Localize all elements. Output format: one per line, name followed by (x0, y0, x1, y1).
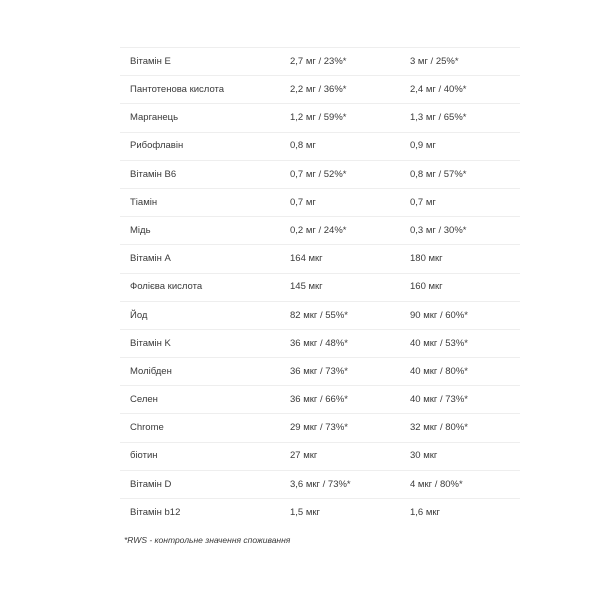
nutrient-name: Вітамін A (130, 253, 171, 265)
amount-serving-2: 4 мкг / 80%* (410, 478, 463, 490)
amount-serving-2: 32 мкг / 80%* (410, 422, 468, 434)
nutrient-name: Йод (130, 309, 148, 321)
table-row (120, 470, 520, 498)
amount-serving-2: 0,8 мг / 57%* (410, 168, 467, 180)
table-row (120, 104, 520, 132)
table-row (120, 386, 520, 414)
amount-serving-1: 0,8 мг (290, 140, 316, 152)
amount-serving-2: 40 мкг / 80%* (410, 365, 468, 377)
amount-serving-1: 3,6 мкг / 73%* (290, 478, 351, 490)
nutrient-name: Селен (130, 394, 158, 406)
nutrient-name: Вітамін E (130, 55, 171, 67)
nutrient-name: Марганець (130, 112, 179, 124)
amount-serving-1: 0,7 мг (290, 196, 316, 208)
amount-serving-2: 30 мкг (410, 450, 438, 462)
amount-serving-2: 2,4 мг / 40%* (410, 84, 467, 96)
nutrient-name: Фолієва кислота (130, 281, 203, 293)
amount-serving-1: 36 мкг / 66%* (290, 394, 348, 406)
table-row (120, 217, 520, 245)
nutrient-name: Мідь (130, 224, 151, 236)
table-row (120, 245, 520, 273)
nutrient-name: Рибофлавін (130, 140, 184, 152)
amount-serving-2: 180 мкг (410, 253, 443, 265)
amount-serving-1: 164 мкг (290, 253, 323, 265)
nutrition-table (120, 47, 520, 527)
amount-serving-1: 145 мкг (290, 281, 323, 293)
amount-serving-1: 0,2 мг / 24%* (290, 224, 347, 236)
nutrition-table-body (120, 48, 520, 527)
amount-serving-2: 160 мкг (410, 281, 443, 293)
table-row (120, 48, 520, 76)
nutrient-name: Вітамін B6 (130, 168, 177, 180)
amount-serving-2: 0,9 мг (410, 140, 436, 152)
amount-serving-1: 36 мкг / 48%* (290, 337, 348, 349)
amount-serving-1: 29 мкг / 73%* (290, 422, 348, 434)
amount-serving-2: 0,7 мг (410, 196, 436, 208)
nutrient-name: Chrome (130, 422, 164, 434)
amount-serving-1: 2,7 мг / 23%* (290, 55, 347, 67)
table-row (120, 76, 520, 104)
table-row (120, 499, 520, 527)
amount-serving-1: 2,2 мг / 36%* (290, 84, 347, 96)
nutrient-name: Вітамін b12 (130, 507, 181, 519)
table-row (120, 358, 520, 386)
amount-serving-1: 1,5 мкг (290, 507, 320, 519)
amount-serving-1: 27 мкг (290, 450, 318, 462)
table-row (120, 273, 520, 301)
nutrient-name: Пантотенова кислота (130, 84, 225, 96)
table-row (120, 329, 520, 357)
table-row (120, 132, 520, 160)
nutrient-name: Тіамін (130, 196, 158, 208)
amount-serving-2: 0,3 мг / 30%* (410, 224, 467, 236)
amount-serving-1: 36 мкг / 73%* (290, 365, 348, 377)
nutrient-name: Молібден (130, 365, 172, 377)
amount-serving-2: 1,3 мг / 65%* (410, 112, 467, 124)
nutrient-name: Вітамін D (130, 478, 172, 490)
amount-serving-2: 40 мкг / 73%* (410, 394, 468, 406)
table-row (120, 188, 520, 216)
table-row (120, 301, 520, 329)
amount-serving-1: 0,7 мг / 52%* (290, 168, 347, 180)
table-row (120, 160, 520, 188)
nutrient-name: біотин (130, 450, 158, 462)
table-row (120, 442, 520, 470)
amount-serving-2: 1,6 мкг (410, 507, 440, 519)
amount-serving-1: 82 мкг / 55%* (290, 309, 348, 321)
nutrient-name: Вітамін K (130, 337, 171, 349)
table-row (120, 414, 520, 442)
amount-serving-2: 40 мкг / 53%* (410, 337, 468, 349)
footnote: *RWS - контрольне значення споживання (124, 535, 291, 545)
amount-serving-2: 3 мг / 25%* (410, 55, 459, 67)
amount-serving-2: 90 мкг / 60%* (410, 309, 468, 321)
amount-serving-1: 1,2 мг / 59%* (290, 112, 347, 124)
